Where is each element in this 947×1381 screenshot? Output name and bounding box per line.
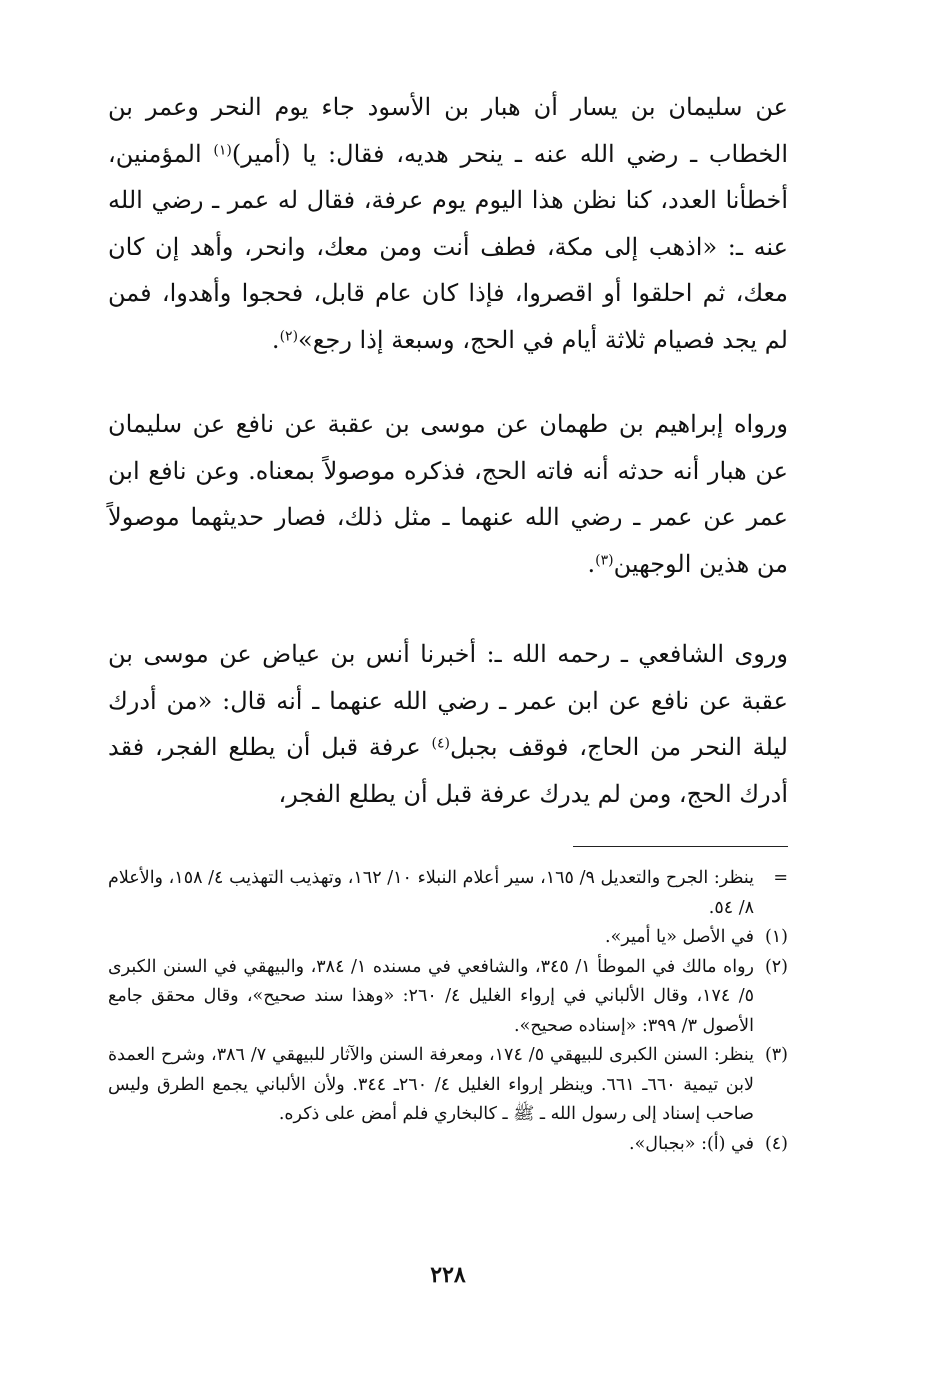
paragraph-3-text-a: وروى الشافعي ـ رحمه الله ـ: أخبرنا أنس بن عياض عن موسى بن عقبة عن نافع عن ابن عمر ـ رضي الله عنهما ـ أنه قال: «من أدرك ليلة النحر من الحاج، فوقف بجبل — [108, 640, 789, 761]
paragraph-1 — [108, 84, 788, 363]
footnote-continuation — [108, 864, 788, 923]
paragraph-3-text-b: عرفة قبل أن يطلع الفجر، فقد أدرك الحج، ومن لم يدرك عرفة قبل أن يطلع الفجر، — [108, 733, 788, 808]
footnote-3 — [108, 1041, 788, 1130]
footnote-text: ينظر: الجرح والتعديل ٩/ ١٦٥، سير أعلام النبلاء ١٠/ ١٦٢، وتهذيب التهذيب ٤/ ١٥٨، والأعلام ٨/ ٥٤. — [108, 868, 754, 918]
footnote-text: في (أ): «بجبال». — [629, 1133, 754, 1154]
footnote-text: رواه مالك في الموطأ ١/ ٣٤٥، والشافعي في مسنده ١/ ٣٨٤، والبيهقي في السنن الكبرى ٥/ ١٧٤، وقال الألباني في إرواء الغليل ٤/ ٢٦٠: «وهذا سند صحيح»، وقال محقق جامع الأصول ٣/ ٣٩٩: «إسناده صحيح». — [108, 956, 754, 1036]
footnote-mark: (١) — [764, 927, 788, 947]
paragraph-1-text-a: عن سليمان بن يسار أن هبار بن الأسود جاء يوم النحر وعمر بن الخطاب ـ رضي الله عنه ـ ينحر هديه، فقال: يا (أمير) — [108, 93, 788, 168]
footnote-2 — [108, 953, 788, 1042]
footnote-mark: (٤) — [764, 1133, 788, 1154]
page-number: ٢٢٨ — [430, 1262, 466, 1288]
footnote-mark: = — [773, 868, 788, 888]
paragraph-1-text-b: المؤمنين، أخطأنا العدد، كنا نظن هذا اليوم يوم عرفة، فقال له عمر ـ رضي الله عنه ـ: «اذهب إلى مكة، فطف أنت ومن معك، وانحر، وأهد إن كان معك، ثم احلقوا أو اقصروا، فإذا كان عام قابل، فحجوا وأهدوا، فمن لم يجد فصيام ثلاثة أيام في الحج، وسبعة إذا رجع» — [108, 139, 788, 354]
footnote-ref-1: (١) — [213, 141, 232, 158]
footnote-mark: (٣) — [764, 1045, 788, 1065]
footnote-separator — [573, 846, 788, 847]
paragraph-1-text-c: . — [271, 325, 280, 354]
footnote-text: ينظر: السنن الكبرى للبيهقي ٥/ ١٧٤، ومعرفة السنن والآثار للبيهقي ٧/ ٣٨٦، وشرح العمدة لابن تيمية ٦٦٠ـ ٦٦١. وينظر إرواء الغليل ٤/ ٢٦٠ـ ٣٤٤. ولأن الألباني يجمع الطرق وليس صاحب إسناد إلى رسول الله ـ ﷺ ـ كالبخاري فلم أمض على ذكره. — [108, 1045, 754, 1124]
paragraph-2-text-a: ورواه إبراهيم بن طهمان عن موسى بن عقبة عن نافع عن سليمان عن هبار أنه حدثه أنه فاته الحج، فذكره موصولاً بمعناه. وعن نافع ابن عمر عن عمر ـ رضي الله عنهما ـ مثل ذلك، فصار حديثهما موصولاً من هذين الوجهين — [108, 410, 788, 578]
paragraph-3 — [108, 631, 788, 817]
footnote-mark: (٢) — [764, 956, 788, 977]
footnotes — [108, 864, 788, 1159]
main-text — [108, 84, 788, 817]
footnote-ref-4: (٤) — [431, 735, 450, 752]
footnote-text: في الأصل «يا أمير». — [605, 927, 754, 947]
paragraph-2 — [108, 401, 788, 587]
footnote-ref-2: (٢) — [279, 327, 299, 344]
footnote-1 — [108, 923, 788, 953]
paragraph-2-text-b: . — [587, 549, 596, 578]
footnote-ref-3: (٣) — [595, 551, 614, 568]
footnote-4 — [108, 1130, 788, 1160]
book-page — [108, 84, 788, 1294]
